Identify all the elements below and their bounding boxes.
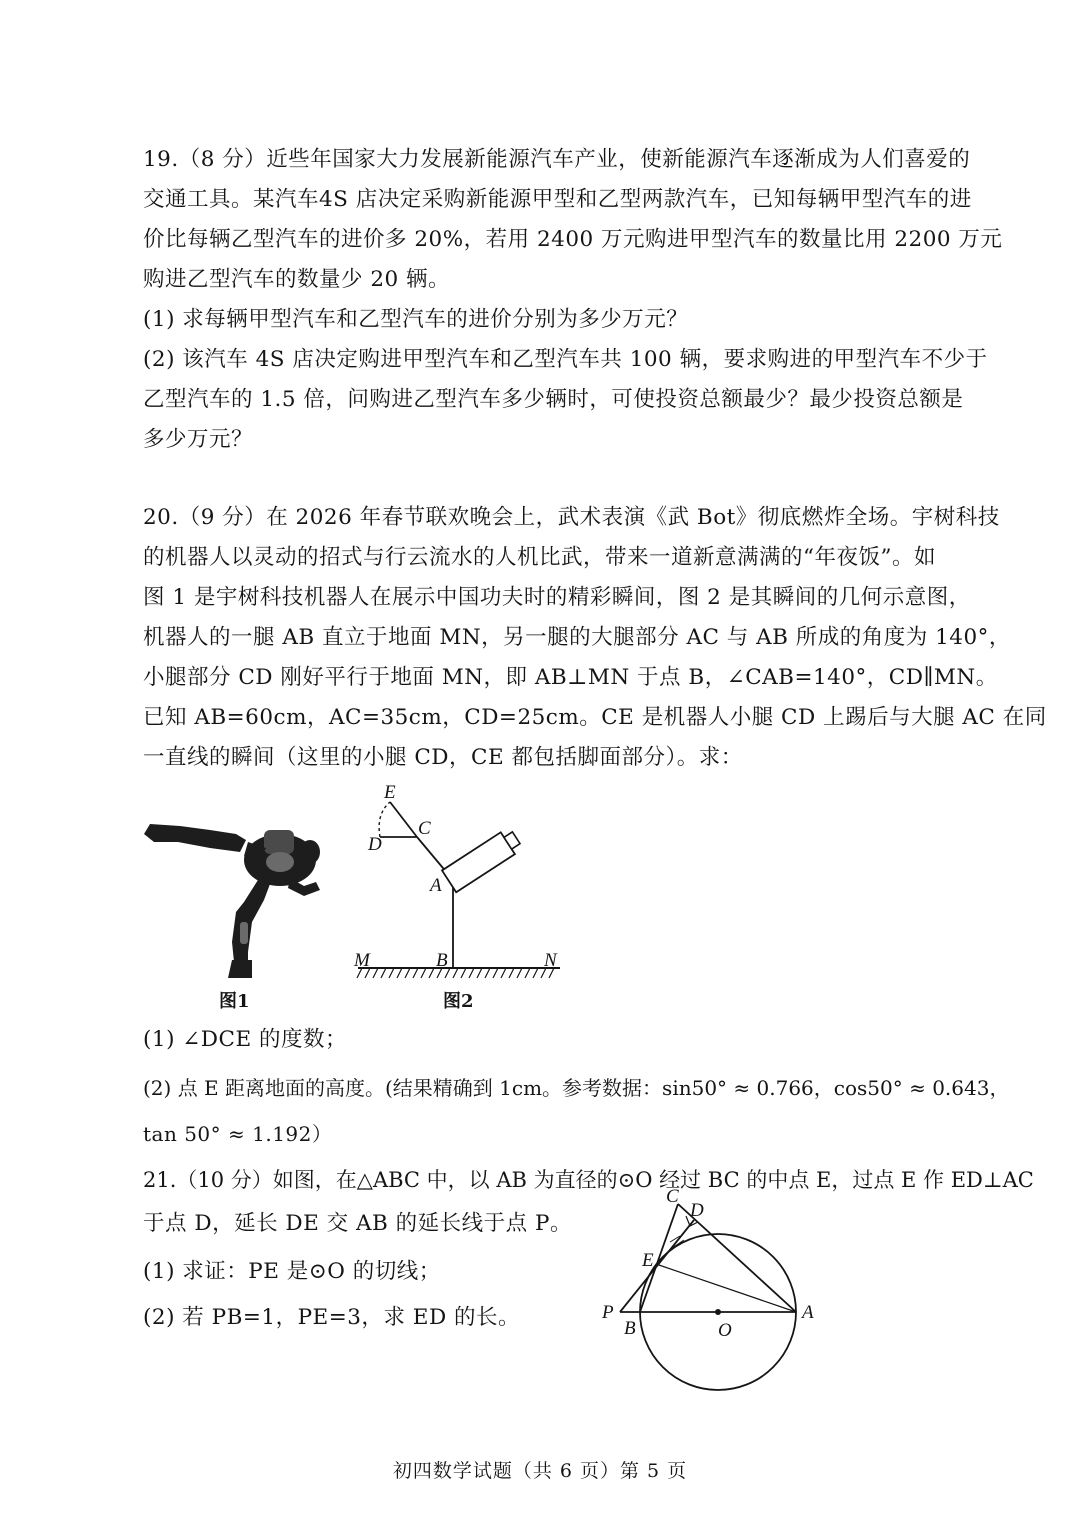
label-d: D (690, 1200, 704, 1221)
label-b: B (624, 1318, 636, 1339)
q19-line: 购进乙型汽车的数量少 20 辆。 (143, 267, 451, 292)
q19-sub1: (1) 求每辆甲型汽车和乙型汽车的进价分别为多少万元？ (143, 307, 689, 332)
label-a: A (430, 875, 442, 896)
label-n: N (544, 950, 557, 971)
segment-ce (390, 802, 417, 837)
q19-line: 价比每辆乙型汽车的进价多 20%，若用 2400 万元购进甲型汽车的数量比用 2200 万元 (143, 227, 1003, 252)
q20-line: 的机器人以灵动的招式与行云流水的人机比武，带来一道新意满满的“年夜饭”。如 (143, 545, 936, 570)
label-p: P (602, 1302, 614, 1323)
label-b: B (436, 950, 448, 971)
torso-block (442, 827, 523, 892)
q21-sub2: (2) 若 PB=1，PE=3，求 ED 的长。 (143, 1305, 521, 1330)
q20-line: 图 1 是宇树科技机器人在展示中国功夫时的精彩瞬间，图 2 是其瞬间的几何示意图， (143, 585, 971, 610)
q20-sub2: (2) 点 E 距离地面的高度。(结果精确到 1cm。参考数据：sin50° ≈ 0.766，cos50° ≈ 0.643， (143, 1076, 1010, 1100)
q20-line: 小腿部分 CD 刚好平行于地面 MN，即 AB⊥MN 于点 B，∠CAB=140°，CD∥MN。 (143, 665, 998, 690)
arc-de (379, 802, 390, 837)
q20-line: 20.（9 分）在 2026 年春节联欢晚会上，武术表演《武 Bot》彻底燃炸全场。宇树科技 (143, 505, 1000, 530)
label-a: A (802, 1302, 814, 1323)
label-m: M (354, 950, 370, 971)
figure-2-caption: 图2 (443, 991, 474, 1012)
question-20 (143, 498, 1047, 778)
q21-circle-diagram (590, 1186, 830, 1436)
q19-line: 19.（8 分）近些年国家大力发展新能源汽车产业，使新能源汽车逐渐成为人们喜爱的 (143, 147, 971, 172)
label-c: C (666, 1186, 679, 1207)
label-d: D (368, 834, 382, 855)
label-c: C (418, 818, 431, 839)
label-e: E (384, 782, 396, 803)
page-footer: 初四数学试题（共 6 页）第 5 页 (392, 1460, 688, 1482)
q19-sub2-cont: 乙型汽车的 1.5 倍，问购进乙型汽车多少辆时，可使投资总额最少？最少投资总额是 (143, 387, 964, 412)
q20-sub2-cont: tan 50° ≈ 1.192） (143, 1122, 333, 1146)
q20-line: 机器人的一腿 AB 直立于地面 MN，另一腿的大腿部分 AC 与 AB 所成的角度为 140°， (143, 625, 1011, 650)
center-dot (715, 1309, 721, 1315)
figure-2-diagram (340, 776, 580, 986)
q21-line: 21.（10 分）如图，在△ABC 中，以 AB 为直径的⊙O 经过 BC 的中点 E，过点 E 作 ED⊥AC (143, 1168, 1034, 1192)
label-e: E (642, 1250, 654, 1271)
label-o: O (718, 1320, 732, 1341)
segment-pd (620, 1220, 694, 1312)
q19-sub2-cont: 多少万元？ (143, 427, 254, 452)
q20-line: 一直线的瞬间（这里的小腿 CD，CE 都包括脚面部分）。求： (143, 745, 743, 770)
question-19 (143, 140, 1003, 460)
figure-1-caption: 图1 (219, 991, 250, 1012)
figure-1-robot-photo (140, 812, 330, 982)
q19-sub2: (2) 该汽车 4S 店决定购进甲型汽车和乙型汽车共 100 辆，要求购进的甲型汽车不少于 (143, 347, 988, 372)
q19-line: 交通工具。某汽车4S 店决定采购新能源甲型和乙型两款汽车，已知每辆甲型汽车的进 (143, 187, 972, 212)
q21-line: 于点 D，延长 DE 交 AB 的延长线于点 P。 (143, 1211, 572, 1236)
q21-sub1: (1) 求证：PE 是⊙O 的切线； (143, 1259, 441, 1284)
ground-hatching (357, 968, 554, 978)
q20-line: 已知 AB=60cm，AC=35cm，CD=25cm。CE 是机器人小腿 CD 上踢后与大腿 AC 在同 (143, 705, 1047, 730)
segment-ea (656, 1264, 796, 1312)
q20-sub1: (1) ∠DCE 的度数； (143, 1027, 348, 1052)
